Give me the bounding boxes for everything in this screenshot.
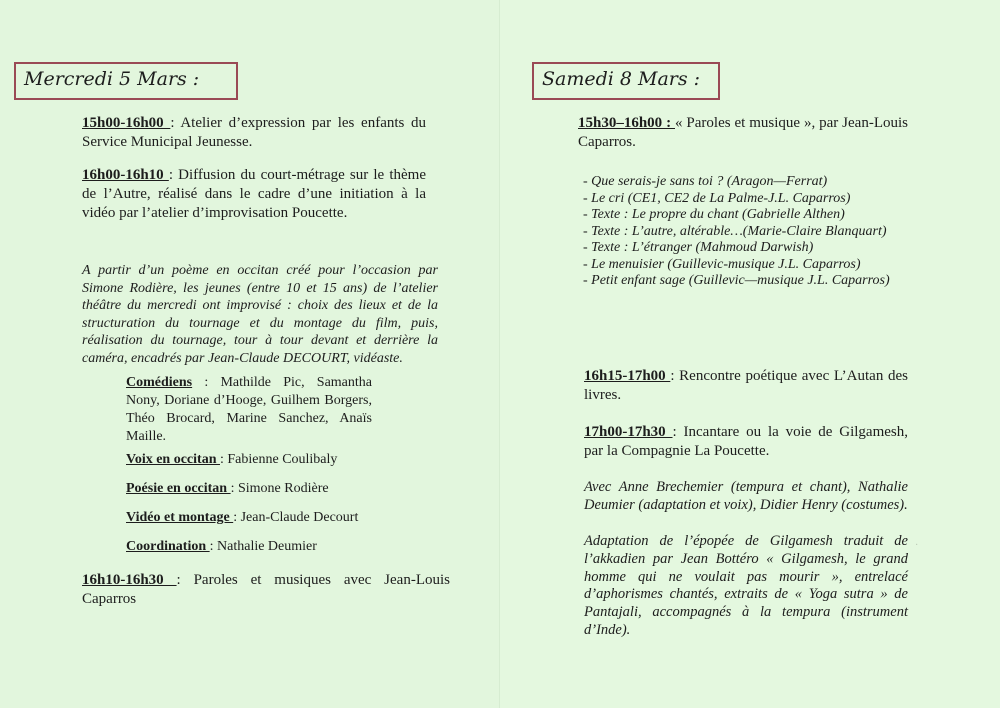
- event-text: : Atelier d’expression par les enfants du Service Municipal Jeunesse.: [82, 115, 427, 150]
- event-1530: [578, 114, 908, 152]
- event-text: « Paroles et musique », par Jean-Louis Caparros.: [578, 115, 908, 150]
- day-heading-saturday: Samedi 8 Mars :: [532, 62, 720, 100]
- event-text: : Diffusion du court-métrage sur le thème de l’Autre, réalisé dans le cadre d’une initiation à la vidéo par l’atelier d’improvisation Poucette.: [82, 167, 426, 221]
- event-1600: [82, 166, 426, 223]
- event-time: 16h10-16h30: [82, 572, 177, 588]
- gilgamesh-description: Adaptation de l’épopée de Gilgamesh traduit de l’akkadien par Jean Bottéro « Gilgamesh, le grand homme qui ne voulait pas mourir », entrelacé d’aphorismes chantés, extraits de « Yoga sutra » de Pantajali, accompagnés à la tempura (instrument d’Inde).: [584, 533, 908, 638]
- gilgamesh-cast: Avec Anne Brechemier (tempura et chant), Nathalie Deumier (adaptation et voix), Didier Henry (costumes).: [584, 479, 908, 513]
- list-item: - Petit enfant sage (Guillevic—musique J.L. Caparros): [583, 273, 890, 288]
- song-list: [583, 174, 923, 290]
- credit-poesie: Poésie en occitan : Simone Rodière: [126, 481, 329, 496]
- event-1610: [82, 571, 450, 609]
- list-item: - Que serais-je sans toi ? (Aragon—Ferrat): [583, 174, 828, 189]
- credit-coordination: Coordination : Nathalie Deumier: [126, 539, 317, 554]
- right-page: [500, 0, 1000, 708]
- list-item: - Le cri (CE1, CE2 de La Palme-J.L. Caparros): [583, 190, 851, 206]
- event-time: 16h00-16h10: [82, 167, 169, 183]
- event-time: 15h30–16h00 :: [578, 115, 675, 131]
- credit-comediens: Comédiens : Mathilde Pic, Samantha Nony, Doriane d’Hooge, Guilhem Borgers, Théo Brocard, Marine Sanchez, Anaïs Maille.: [126, 375, 372, 444]
- credit-voix: Voix en occitan : Fabienne Coulibaly: [126, 452, 338, 467]
- event-1700: [584, 423, 908, 461]
- event-time: 17h00-17h30: [584, 424, 673, 440]
- event-text: : Rencontre poétique avec L’Autan des livres.: [584, 368, 908, 403]
- event-time: 15h00-16h00: [82, 115, 171, 131]
- list-item: - Texte : L’étranger (Mahmoud Darwish): [583, 240, 814, 255]
- event-time: 16h15-17h00: [584, 368, 671, 384]
- event-1500: [82, 114, 426, 152]
- list-item: - Texte : Le propre du chant (Gabrielle Althen): [583, 207, 845, 222]
- event-1615: [584, 367, 908, 405]
- list-item: - Le menuisier (Guillevic-musique J.L. Caparros): [583, 256, 861, 272]
- credit-video: Vidéo et montage : Jean-Claude Decourt: [126, 510, 359, 525]
- event-text: : Incantare ou la voie de Gilgamesh, par la Compagnie La Poucette.: [584, 424, 908, 459]
- speck: ·: [915, 540, 919, 551]
- event-text: : Paroles et musiques avec Jean-Louis Caparros: [82, 572, 450, 607]
- film-description: A partir d’un poème en occitan créé pour l’occasion par Simone Rodière, les jeunes (entre 10 et 15 ans) de l’atelier théâtre du mercredi ont improvisé : choix des lieux et de la structuration du tournage et du montage du film, puis, réalisation du tournage, tour à tour devant et derrière la caméra, encadrés par Jean-Claude DECOURT, vidéaste.: [82, 263, 438, 366]
- list-item: - Texte : L’autre, altérable…(Marie-Claire Blanquart): [583, 223, 887, 239]
- day-heading-wednesday: Mercredi 5 Mars :: [14, 62, 238, 100]
